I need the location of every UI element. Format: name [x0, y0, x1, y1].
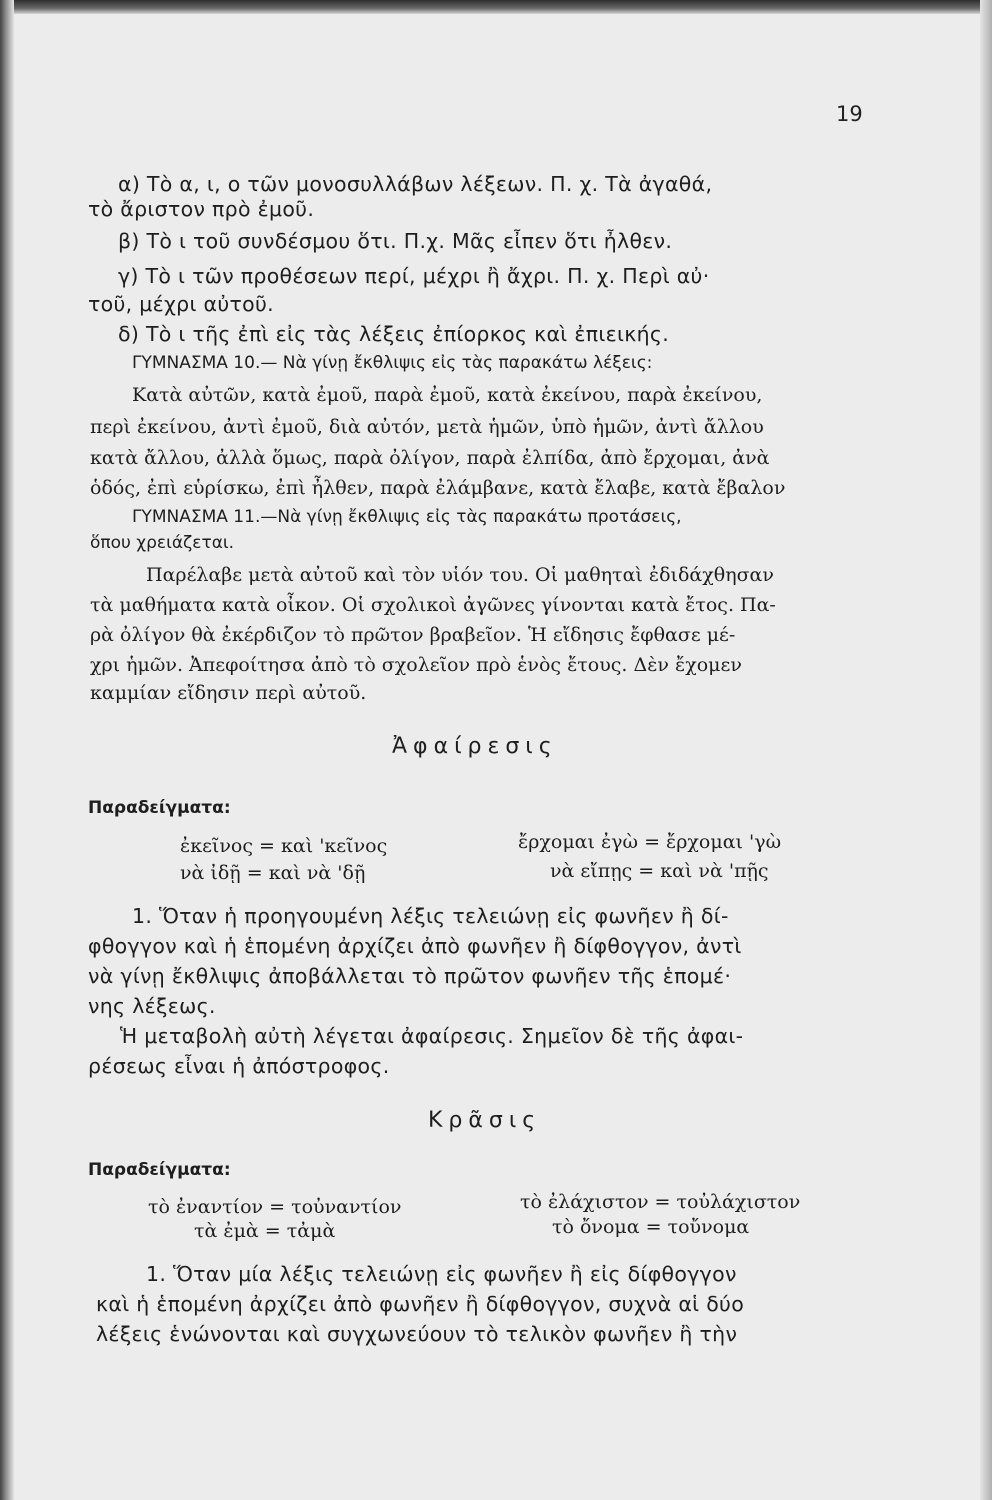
rule-line: ρέσεως εἶναι ἡ ἀπόστροφος.	[88, 1054, 390, 1078]
exercise-10-line: Κατὰ αὐτῶν, κατὰ ἐμοῦ, παρὰ ἐμοῦ, κατὰ ἐκείνου, παρὰ ἐκείνου,	[132, 384, 763, 406]
scan-edge-right	[980, 0, 992, 1500]
exercise-10-heading: ΓΥΜΝΑΣΜΑ 10.— Νὰ γίνῃ ἔκθλιψις εἰς τὰς παρακάτω λέξεις:	[132, 353, 653, 373]
rule-line: νης λέξεως.	[88, 994, 216, 1018]
exercise-11-line: χρι ἡμῶν. Ἀπεφοίτησα ἀπὸ τὸ σχολεῖον πρὸ ἑνὸς ἔτους. Δὲν ἔχομεν	[90, 654, 742, 676]
examples-label: Παραδείγματα:	[88, 1160, 231, 1180]
rule-line: δ) Τὸ ι τῆς ἐπὶ εἰς τὰς λέξεις ἐπίορκος καὶ ἐπιεικής.	[118, 322, 670, 346]
page-number: 19	[836, 102, 863, 126]
example-item: νὰ ἰδῇ = καὶ νὰ 'δῇ	[180, 862, 366, 884]
exercise-11-line: Παρέλαβε μετὰ αὐτοῦ καὶ τὸν υἱόν του. Οἱ μαθηταὶ ἐδιδάχθησαν	[146, 564, 774, 586]
rule-line: φθογγον καὶ ἡ ἑπομένη ἀρχίζει ἀπὸ φωνῆεν ἢ δίφθογγον, ἀντὶ	[88, 934, 742, 958]
scan-edge-left	[0, 0, 14, 1500]
exercise-11-line: τὰ μαθήματα κατὰ οἶκον. Οἱ σχολικοὶ ἀγῶνες γίνονται κατὰ ἔτος. Πα-	[90, 594, 776, 616]
rule-line: καὶ ἡ ἑπομένη ἀρχίζει ἀπὸ φωνῆεν ἢ δίφθογγον, συχνὰ αἱ δύο	[96, 1292, 745, 1316]
exercise-11-heading-cont: ὅπου χρειάζεται.	[90, 533, 235, 553]
rule-line: 1. Ὅταν ἡ προηγουμένη λέξις τελειώνῃ εἰς φωνῆεν ἢ δί-	[132, 904, 729, 928]
rule-line: α) Τὸ α, ι, ο τῶν μονοσυλλάβων λέξεων. Π. χ. Τὰ ἀγαθά,	[118, 172, 713, 196]
scan-edge-top	[0, 0, 992, 14]
rule-line: λέξεις ἑνώνονται καὶ συγχωνεύουν τὸ τελικὸν φωνῆεν ἢ τὴν	[96, 1322, 738, 1346]
rule-line: Ἡ μεταβολὴ αὐτὴ λέγεται ἀφαίρεσις. Σημεῖον δὲ τῆς ἀφαι-	[120, 1024, 744, 1048]
rule-line: γ) Τὸ ι τῶν προθέσεων περί, μέχρι ἢ ἄχρι. Π. χ. Περὶ αὐ·	[118, 264, 710, 288]
example-item: τὸ ὄνομα = τοὔνομα	[552, 1216, 750, 1238]
example-item: τὰ ἐμὰ = τἀμὰ	[194, 1220, 336, 1242]
exercise-10-line: κατὰ ἄλλου, ἀλλὰ ὅμως, παρὰ ὀλίγον, παρὰ ἐλπίδα, ἀπὸ ἔρχομαι, ἀνὰ	[90, 447, 770, 469]
rule-line: τὸ ἄριστον πρὸ ἐμοῦ.	[88, 197, 315, 221]
rule-line: β) Τὸ ι τοῦ συνδέσμου ὅτι. Π.χ. Μᾶς εἶπεν ὅτι ἦλθεν.	[118, 229, 673, 253]
rule-line: τοῦ, μέχρι αὐτοῦ.	[88, 292, 274, 316]
rule-line: νὰ γίνῃ ἔκθλιψις ἀποβάλλεται τὸ πρῶτον φωνῆεν τῆς ἑπομέ·	[88, 964, 732, 988]
exercise-10-line: περὶ ἐκείνου, ἀντὶ ἐμοῦ, διὰ αὐτόν, μετὰ ἡμῶν, ὑπὸ ἡμῶν, ἀντὶ ἄλλου	[90, 416, 764, 438]
example-item: ἔρχομαι ἐγὼ = ἔρχομαι 'γὼ	[518, 831, 782, 853]
example-item: νὰ εἴπῃς = καὶ νὰ 'πῇς	[550, 860, 769, 882]
example-item: ἐκεῖνος = καὶ 'κεῖνος	[180, 835, 388, 857]
example-item: τὸ ἐλάχιστον = τοὐλάχιστον	[520, 1191, 801, 1213]
exercise-11-heading: ΓΥΜΝΑΣΜΑ 11.—Νὰ γίνῃ ἔκθλιψις εἰς τὰς παρακάτω προτάσεις,	[132, 507, 682, 527]
exercise-11-line: ρὰ ὀλίγον θὰ ἐκέρδιζον τὸ πρῶτον βραβεῖον. Ἡ εἴδησις ἔφθασε μέ-	[90, 624, 736, 646]
section-title-crasis: Κρᾶσις	[428, 1108, 542, 1133]
rule-line: 1. Ὅταν μία λέξις τελειώνῃ εἰς φωνῆεν ἢ εἰς δίφθογγον	[146, 1262, 737, 1286]
example-item: τὸ ἐναντίον = τοὐναντίον	[148, 1196, 402, 1218]
exercise-10-line: ὁδός, ἐπὶ εὑρίσκω, ἐπὶ ἦλθεν, παρὰ ἐλάμβανε, κατὰ ἔλαβε, κατὰ ἔβαλον	[90, 477, 786, 499]
exercise-11-line: καμμίαν εἴδησιν περὶ αὐτοῦ.	[90, 682, 367, 704]
examples-label: Παραδείγματα:	[88, 798, 231, 818]
section-title-aphaeresis: Ἀφαίρεσις	[392, 734, 558, 759]
